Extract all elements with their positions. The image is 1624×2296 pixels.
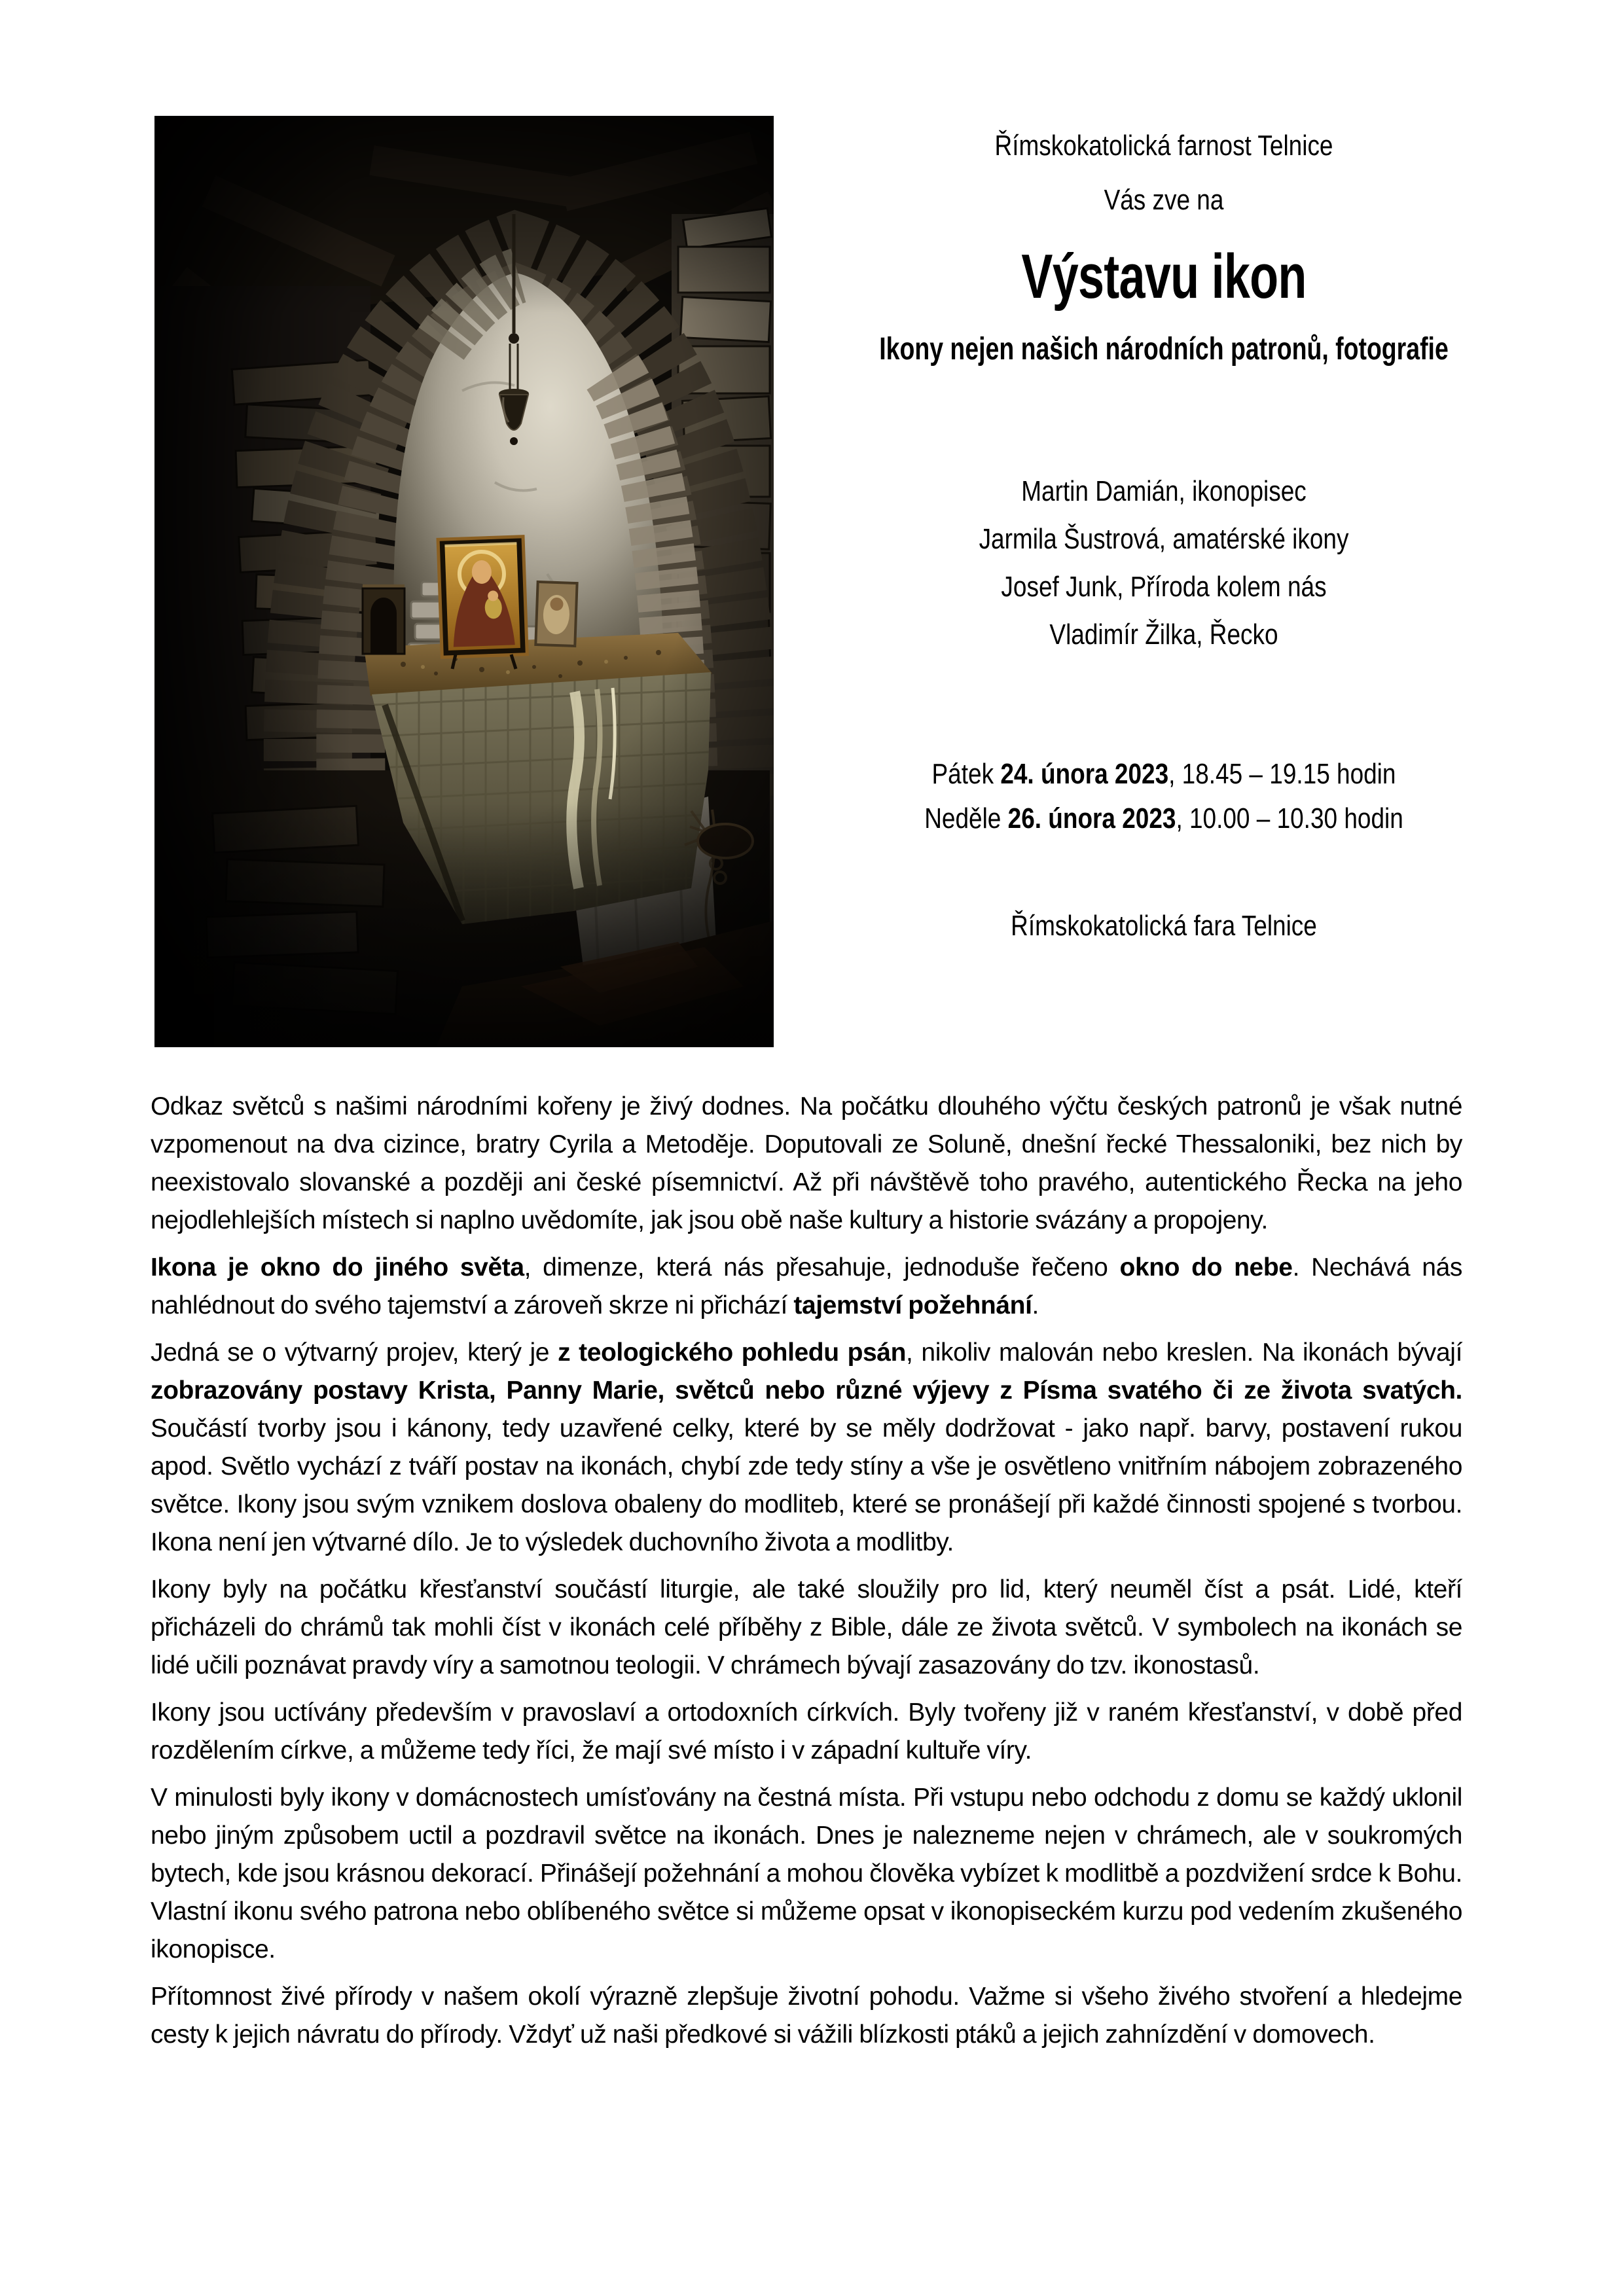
text-run: Jedná se o výtvarný projev, který je (151, 1338, 558, 1367)
text-run: V minulosti byly ikony v domácnostech umísťovány na čestná místa. Při vstupu nebo odchodu z domu se každý uklonil nebo jiným způsobem uctil a pozdravil světce na ikonách. Dnes je nalezneme nejen v chrámech, ale v soukromých bytech, kde jsou krásnou dekorací. Přinášejí požehnání a mohou člověka vybízet k modlitbě a pozdvižení srdce k Bohu. Vlastní ikonu svého patrona nebo oblíbeného světce si můžeme opsat v ikonopiseckém kurzu pod vedením zkušeného ikonopisce. (151, 1784, 1462, 1964)
body-paragraph (151, 1088, 1462, 1240)
exhibitor-3: Josef Junk, Příroda kolem nás (1001, 571, 1327, 603)
bold-text-run: tajemství požehnání (793, 1291, 1032, 1319)
bold-text-run: z teologického pohledu psán (558, 1338, 907, 1367)
text-run: Přítomnost živé přírody v našem okolí výrazně zlepšuje životní pohodu. Važme si všeho živého stvoření a hledejme cesty k jejich návratu do přírody. Vždyť už naši předkové si vážili blízkosti ptáků a jejich zahnízdění v domovech. (151, 1982, 1462, 2049)
text-run: Ikony byly na počátku křesťanství součástí liturgie, ale také sloužily pro lid, který neuměl číst a psát. Lidé, kteří přicházeli do chrámů tak mohli číst v ikonách celé příběhy z Bible, dále ze života světců. V symbolech na ikonách se lidé učili poznávat pravdy víry a samotnou teologii. V chrámech bývají zasazovány do tzv. ikonostasů. (151, 1575, 1462, 1679)
text-run: Pátek (931, 758, 1001, 790)
alcove-icon-photo-art (154, 116, 774, 1047)
exhibitor-1: Martin Damián, ikonopisec (1021, 475, 1307, 507)
body-paragraph (151, 1249, 1462, 1325)
bold-text-run: okno do nebe (1119, 1253, 1293, 1282)
text-run: , 10.00 – 10.30 hodin (1176, 802, 1403, 834)
schedule-sunday (829, 802, 1498, 835)
body-paragraph (151, 1779, 1462, 1969)
organization-line: Římskokatolická farnost Telnice (994, 130, 1333, 162)
schedule-friday (829, 758, 1498, 791)
exhibition-subtitle: Ikony nejen našich národních patronů, fotografie (879, 332, 1449, 367)
text-run: Součástí tvorby jsou i kánony, tedy uzavřené celky, které by se měly dodržovat - jako např. barvy, postavení rukou apod. Světlo vychází z tváří postav na ikonách, chybí zde tedy stíny a vše je osvětleno vnitřním nábojem zobrazeného světce. Ikony jsou svým vznikem doslova obaleny do modliteb, které se pronášejí při každé činnosti spojené s tvorbou. Ikona není jen výtvarné dílo. Je to výsledek duchovního života a modlitby. (151, 1414, 1462, 1556)
text-run: Odkaz světců s našimi národními kořeny je živý dodnes. Na počátku dlouhého výčtu českých patronů je však nutné vzpomenout na dva cizince, bratry Cyrila a Metoděje. Doputovali ze Soluně, dnešní řecké Thessaloniki, bez nich by neexistovalo slovanské a později ani české písemnictví. Až při návštěvě toho pravého, autentického Řecka na jeho nejodlehlejších místech si naplno uvědomíte, jak jsou obě naše kultury a historie svázány a propojeny. (151, 1092, 1462, 1234)
body-paragraph (151, 1978, 1462, 2054)
text-run: Neděle (924, 802, 1008, 834)
text-run: , nikoliv malován nebo kreslen. Na ikonách bývají (906, 1338, 1463, 1367)
text-run: . (1032, 1291, 1039, 1319)
bold-text-run: zobrazovány postavy Krista, Panny Marie, světců nebo různé výjevy z Písma svatého či ze života svatých. (151, 1376, 1462, 1405)
exhibitor-4: Vladimír Žilka, Řecko (1049, 619, 1278, 651)
bold-text-run: 26. února 2023 (1007, 802, 1176, 834)
text-run: . Nechává nás nahlédnout do svého tajemství a zároveň skrze ni přichází (151, 1253, 1462, 1319)
invitation-column (766, 0, 1562, 1073)
text-run: , dimenze, která nás přesahuje, jednoduše řečeno (524, 1253, 1120, 1282)
bold-text-run: 24. února 2023 (1000, 758, 1169, 790)
exhibition-photo (154, 116, 774, 1047)
body-paragraph (151, 1334, 1462, 1562)
exhibitor-2: Jarmila Šustrová, amatérské ikony (979, 523, 1349, 555)
bold-text-run: Ikona je okno do jiného světa (151, 1253, 524, 1282)
venue-line: Římskokatolická fara Telnice (1011, 910, 1317, 942)
text-run: Ikony jsou uctívány především v pravoslaví a ortodoxních církvích. Byly tvořeny již v raném křesťanství, v době před rozdělením církve, a můžeme tedy říci, že mají své místo i v západní kultuře víry. (151, 1698, 1462, 1765)
invite-line: Vás zve na (1104, 184, 1224, 216)
text-run: , 18.45 – 19.15 hodin (1168, 758, 1396, 790)
exhibition-title: Výstavu ikon (1021, 242, 1307, 312)
body-paragraph (151, 1694, 1462, 1770)
body-paragraph (151, 1571, 1462, 1685)
body-text (151, 1088, 1462, 2063)
